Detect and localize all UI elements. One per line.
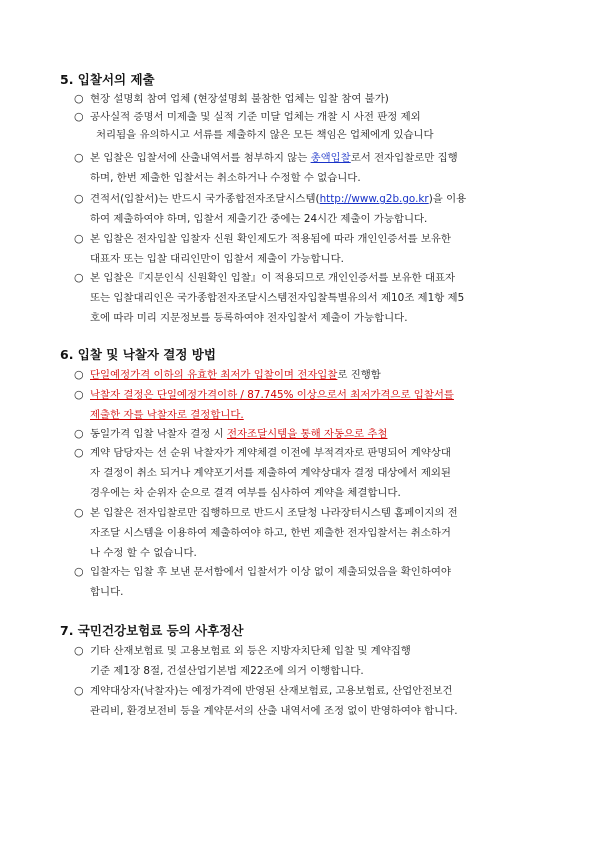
item-text-part: )을 이용 — [428, 193, 467, 205]
bullet-icon: ○ — [74, 110, 84, 123]
item-text: 처리됨을 유의하시고 서류를 제출하지 않은 모든 책임은 업체에게 있습니다 — [96, 129, 434, 141]
item-text: 또는 입찰대리인은 국가종합전자조달시스템전자입찰특별유의서 제10조 제1항 제5 — [90, 292, 465, 304]
item-text: 자조달 시스템을 이용하여 제출하여야 하고, 한번 제출한 전자입찰서는 취소하거 — [90, 527, 451, 539]
section-7-heading: 7. 국민건강보험료 등의 사후정산 — [60, 623, 244, 638]
lump-sum-bid-link[interactable]: 총액입찰 — [310, 152, 351, 164]
g2b-url-link[interactable]: http://www.g2b.go.kr — [319, 193, 429, 205]
item-text: 공사실적 증명서 미제출 및 실적 기준 미달 업체는 개찰 시 사전 판정 제외 — [90, 111, 421, 123]
item-text — [90, 149, 458, 167]
bullet-icon: ○ — [74, 388, 84, 401]
bullet-icon: ○ — [74, 644, 84, 657]
item-text-part: 본 입찰은 입찰서에 산출내역서를 첨부하지 않는 — [90, 152, 311, 164]
item-text: 합니다. — [90, 586, 124, 598]
item-text: 나 수정 할 수 없습니다. — [90, 547, 197, 559]
highlight-text: 낙찰자 결정은 단일예정가격이하 / 87.745% 이상으로서 최저가격으로 입찰서를 — [90, 389, 454, 401]
item-text-part: 로서 전자입찰로만 집행 — [350, 152, 458, 164]
highlight-text: 제출한 자를 낙찰자로 결정합니다. — [90, 409, 244, 421]
bullet-icon: ○ — [74, 151, 84, 164]
bullet-icon: ○ — [74, 506, 84, 519]
item-text: 본 입찰은 전자입찰 입찰자 신원 확인제도가 적용됨에 따라 개인인증서를 보유한 — [90, 233, 451, 245]
item-text: 경우에는 차 순위자 순으로 결격 여부를 심사하여 계약을 체결합니다. — [90, 487, 401, 499]
item-text: 계약 담당자는 선 순위 낙찰자가 계약체결 이전에 부적격자로 판명되어 계약상대 — [90, 447, 451, 459]
item-text: 본 입찰은 전자입찰로만 집행하므로 반드시 조달청 나라장터시스템 홈페이지의 전 — [90, 507, 458, 519]
item-text: 관리비, 환경보전비 등을 계약문서의 산출 내역서에 조정 없이 반영하여야 합니다. — [90, 705, 458, 717]
highlight-text: 단일예정가격 이하의 유효한 최저가 입찰이며 전자입찰 — [90, 369, 338, 381]
item-text-part: 견적서(입찰서)는 반드시 국가종합전자조달시스템( — [90, 193, 320, 205]
item-text: 하며, 한번 제출한 입찰서는 취소하거나 수정할 수 없습니다. — [90, 172, 361, 184]
bullet-icon: ○ — [74, 427, 84, 440]
item-text: 하여 제출하여야 하며, 입찰서 제출기간 중에는 24시간 제출이 가능합니다. — [90, 213, 428, 225]
item-text — [90, 190, 466, 208]
item-text-part: 로 진행함 — [337, 369, 381, 381]
bullet-icon: ○ — [74, 684, 84, 697]
item-text: 현장 설명회 참여 업체 (현장설명회 불참한 업체는 입찰 참여 불가) — [90, 93, 389, 105]
item-text: 대표자 또는 입찰 대리인만이 입찰서 제출이 가능합니다. — [90, 253, 344, 265]
item-text: 기준 제1장 8절, 건설산업기본법 제22조에 의거 이행합니다. — [90, 665, 364, 677]
bullet-icon: ○ — [74, 92, 84, 105]
highlight-text: 전자조달시템을 통해 자동으로 추첨 — [226, 428, 388, 440]
bullet-icon: ○ — [74, 446, 84, 459]
section-5-heading: 5. 입찰서의 제출 — [60, 72, 155, 87]
bullet-icon: ○ — [74, 271, 84, 284]
item-text: 기타 산재보험료 및 고용보험료 외 등은 지방자치단체 입찰 및 계약집행 — [90, 645, 411, 657]
bullet-icon: ○ — [74, 565, 84, 578]
item-text — [90, 366, 381, 384]
bullet-icon: ○ — [74, 192, 84, 205]
item-text: 자 결정이 취소 되거나 계약포기서를 제출하여 계약상대자 결정 대상에서 제외된 — [90, 467, 451, 479]
item-text: 본 입찰은『지문인식 신원확인 입찰』이 적용되므로 개인인증서를 보유한 대표자 — [90, 272, 456, 284]
item-text-part: 동일가격 입찰 낙찰자 결정 시 — [90, 428, 227, 440]
item-text: 호에 따라 미리 지문정보를 등록하여야 전자입찰서 제출이 가능합니다. — [90, 312, 408, 324]
bullet-icon: ○ — [74, 232, 84, 245]
bullet-icon: ○ — [74, 368, 84, 381]
item-text: 입찰자는 입찰 후 보낸 문서함에서 입찰서가 이상 없이 제출되었음을 확인하여야 — [90, 566, 451, 578]
item-text: 계약대상자(낙찰자)는 예정가격에 반영된 산재보험료, 고용보험료, 산업안전보건 — [90, 685, 453, 697]
section-6-heading: 6. 입찰 및 낙찰자 결정 방법 — [60, 347, 216, 362]
item-text — [90, 425, 387, 443]
